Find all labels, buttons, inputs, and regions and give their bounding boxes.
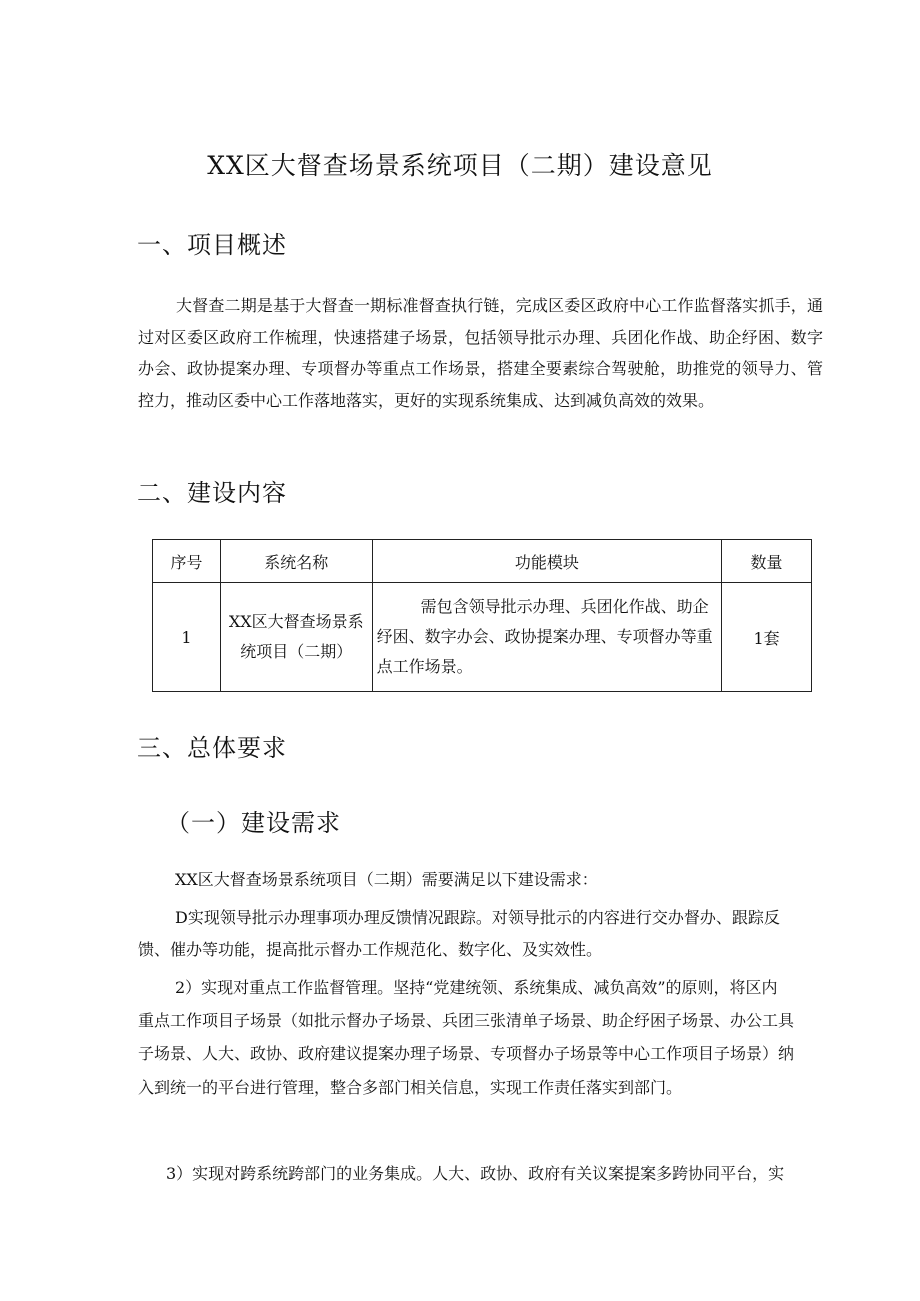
table-header-cell: 功能模块 <box>372 540 721 583</box>
section-heading-content: 二、建设内容 <box>137 479 287 507</box>
item2-line: 入到统一的平台进行管理，整合多部门相关信息，实现工作责任落实到部门。 <box>138 1078 683 1097</box>
table-header-cell: 序号 <box>153 540 221 583</box>
row-number-cell: 1 <box>153 583 221 692</box>
system-name-cell: XX区大督查场景系统项目（二期） <box>220 583 372 692</box>
item2-line: 子场景、人大、政协、政府建议提案办理子场景、专项督办子场景等中心工作项目子场景）纳 <box>138 1044 795 1063</box>
section-heading-overview: 一、项目概述 <box>137 231 287 259</box>
needs-intro: XX区大督查场景系统项目（二期）需要满足以下建设需求： <box>175 870 598 889</box>
quantity-cell: 1套 <box>722 583 812 692</box>
item2-line: 重点工作项目子场景（如批示督办子场景、兵团三张清单子场景、助企纾困子场景、办公工具 <box>138 1011 795 1030</box>
item1-line: D实现领导批示办理事项办理反馈情况跟踪。对领导批示的内容进行交办督办、跟踪反 <box>175 908 780 927</box>
subsection-heading-needs: （一）建设需求 <box>166 809 341 837</box>
table-header-cell: 数量 <box>722 540 812 583</box>
table-header-cell: 系统名称 <box>220 540 372 583</box>
function-module-cell <box>372 583 721 692</box>
table-header-row <box>153 540 812 583</box>
function-module-text: 需包含领导批示办理、兵团化作战、助企纾困、数字办会、政协提案办理、专项督办等重点工作场景。 <box>376 597 713 676</box>
document-title: XX区大督查场景系统项目（二期）建设意见 <box>207 151 713 180</box>
section-heading-requirements: 三、总体要求 <box>137 734 287 762</box>
item1-line: 馈、催办等功能，提高批示督办工作规范化、数字化、及实效性。 <box>138 940 603 959</box>
construction-content-table <box>152 539 812 692</box>
item2-line: 2）实现对重点工作监督管理。坚持“党建统领、系统集成、减负高效”的原则，将区内 <box>175 978 778 997</box>
overview-paragraph: 大督查二期是基于大督查一期标准督查执行链，完成区委区政府中心工作监督落实抓手，通过对区委区政府工作梳理，快速搭建子场景，包括领导批示办理、兵团化作战、助企纾困、数字办会、政协提案办理、专项督办等重点工作场景，搭建全要素综合驾驶舱，助推党的领导力、管控力，推动区委中心工作落地落实，更好的实现系统集成、达到减负高效的效果。 <box>138 296 823 410</box>
table-row <box>153 583 812 692</box>
item3-line: 3）实现对跨系统跨部门的业务集成。人大、政协、政府有关议案提案多跨协同平台，实 <box>166 1164 785 1183</box>
